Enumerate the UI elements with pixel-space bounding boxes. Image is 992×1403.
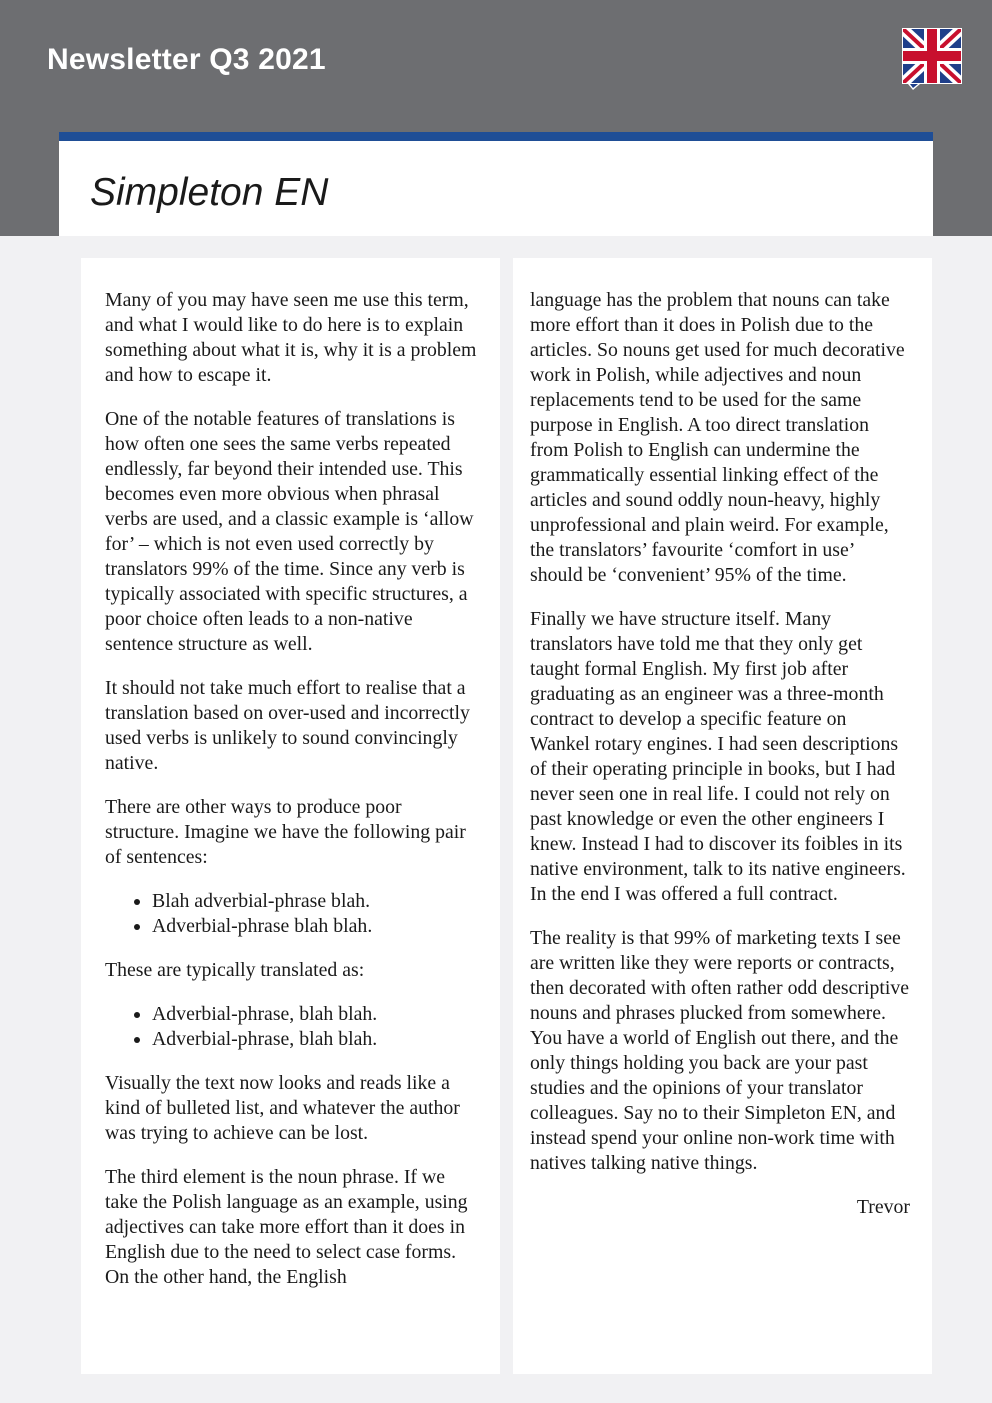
paragraph: language has the problem that nouns can take more effort than it does in Polish due to the articles. So nouns get used for much decorative work in Polish, while adjectives and noun replacements tend to be used for the same purpose in English. A too direct translation from Polish to English can undermine the grammatically essential linking effect of the articles and sound oddly noun-heavy, highly unprofessional and plain weird. For example, the translators’ favourite ‘comfort in use’ should be ‘convenient’ 95% of the time. bbox=[530, 289, 905, 586]
paragraph: The third element is the noun phrase. If we take the Polish language as an example, using adjectives can take more effort than it does in English due to the need to select case forms. On the other hand, the English bbox=[105, 1166, 468, 1288]
paragraph: The reality is that 99% of marketing texts I see are written like they were reports or contracts, then decorated with often rather odd descriptive nouns and phrases plucked from somewhere. You have a world of English out there, and the only things holding you back are your past studies and the opinions of your translator colleagues. Say no to their Simpleton EN, and instead spend your online non-work time with natives talking native things. bbox=[530, 927, 909, 1174]
paragraph: Finally we have structure itself. Many translators have told me that they only get taught formal English. My first job after graduating as an engineer was a three-month contract to develop a specific feature on Wankel rotary engines. I had seen descriptions of their operating principle in books, but I had never seen one in real life. I could not rely on past knowledge or even the other engineers I knew. Instead I had to discover its foibles in its native environment, talk to its native engineers. In the end I was offered a full contract. bbox=[530, 608, 906, 905]
list-item: • Adverbial-phrase, blah blah. bbox=[152, 1027, 478, 1052]
paragraph: These are typically translated as: bbox=[105, 959, 365, 981]
bullet-list bbox=[105, 1002, 478, 1052]
right-column bbox=[513, 258, 932, 1374]
list-item: • Adverbial-phrase, blah blah. bbox=[152, 1002, 478, 1027]
paragraph: One of the notable features of translations is how often one sees the same verbs repeated endlessly, far beyond their intended use. This becomes even more obvious when phrasal verbs are used, and a classic example is ‘allow for’ – which is not even used correctly by translators 99% of the time. Since any verb is typically associated with specific structures, a poor choice often leads to a non-native sentence structure as well. bbox=[105, 408, 474, 655]
newsletter-title: Newsletter Q3 2021 bbox=[47, 43, 326, 76]
left-column bbox=[81, 258, 500, 1374]
paragraph: There are other ways to produce poor structure. Imagine we have the following pair of sentences: bbox=[105, 796, 466, 868]
article-title: Simpleton EN bbox=[90, 171, 329, 214]
list-item: • Adverbial-phrase blah blah. bbox=[152, 914, 478, 939]
list-item: • Blah adverbial-phrase blah. bbox=[152, 889, 478, 914]
paragraph: Many of you may have seen me use this term, and what I would like to do here is to explain something about what it is, why it is a problem and how to escape it. bbox=[105, 289, 477, 386]
uk-flag-icon bbox=[902, 28, 962, 90]
title-card bbox=[59, 132, 933, 236]
paragraph: It should not take much effort to realise that a translation based on over-used and incorrectly used verbs is unlikely to sound convincingly native. bbox=[105, 677, 470, 774]
paragraph: Visually the text now looks and reads like a kind of bulleted list, and whatever the author was trying to achieve can be lost. bbox=[105, 1072, 460, 1144]
signature: Trevor bbox=[856, 1196, 910, 1218]
bullet-list bbox=[105, 889, 478, 939]
